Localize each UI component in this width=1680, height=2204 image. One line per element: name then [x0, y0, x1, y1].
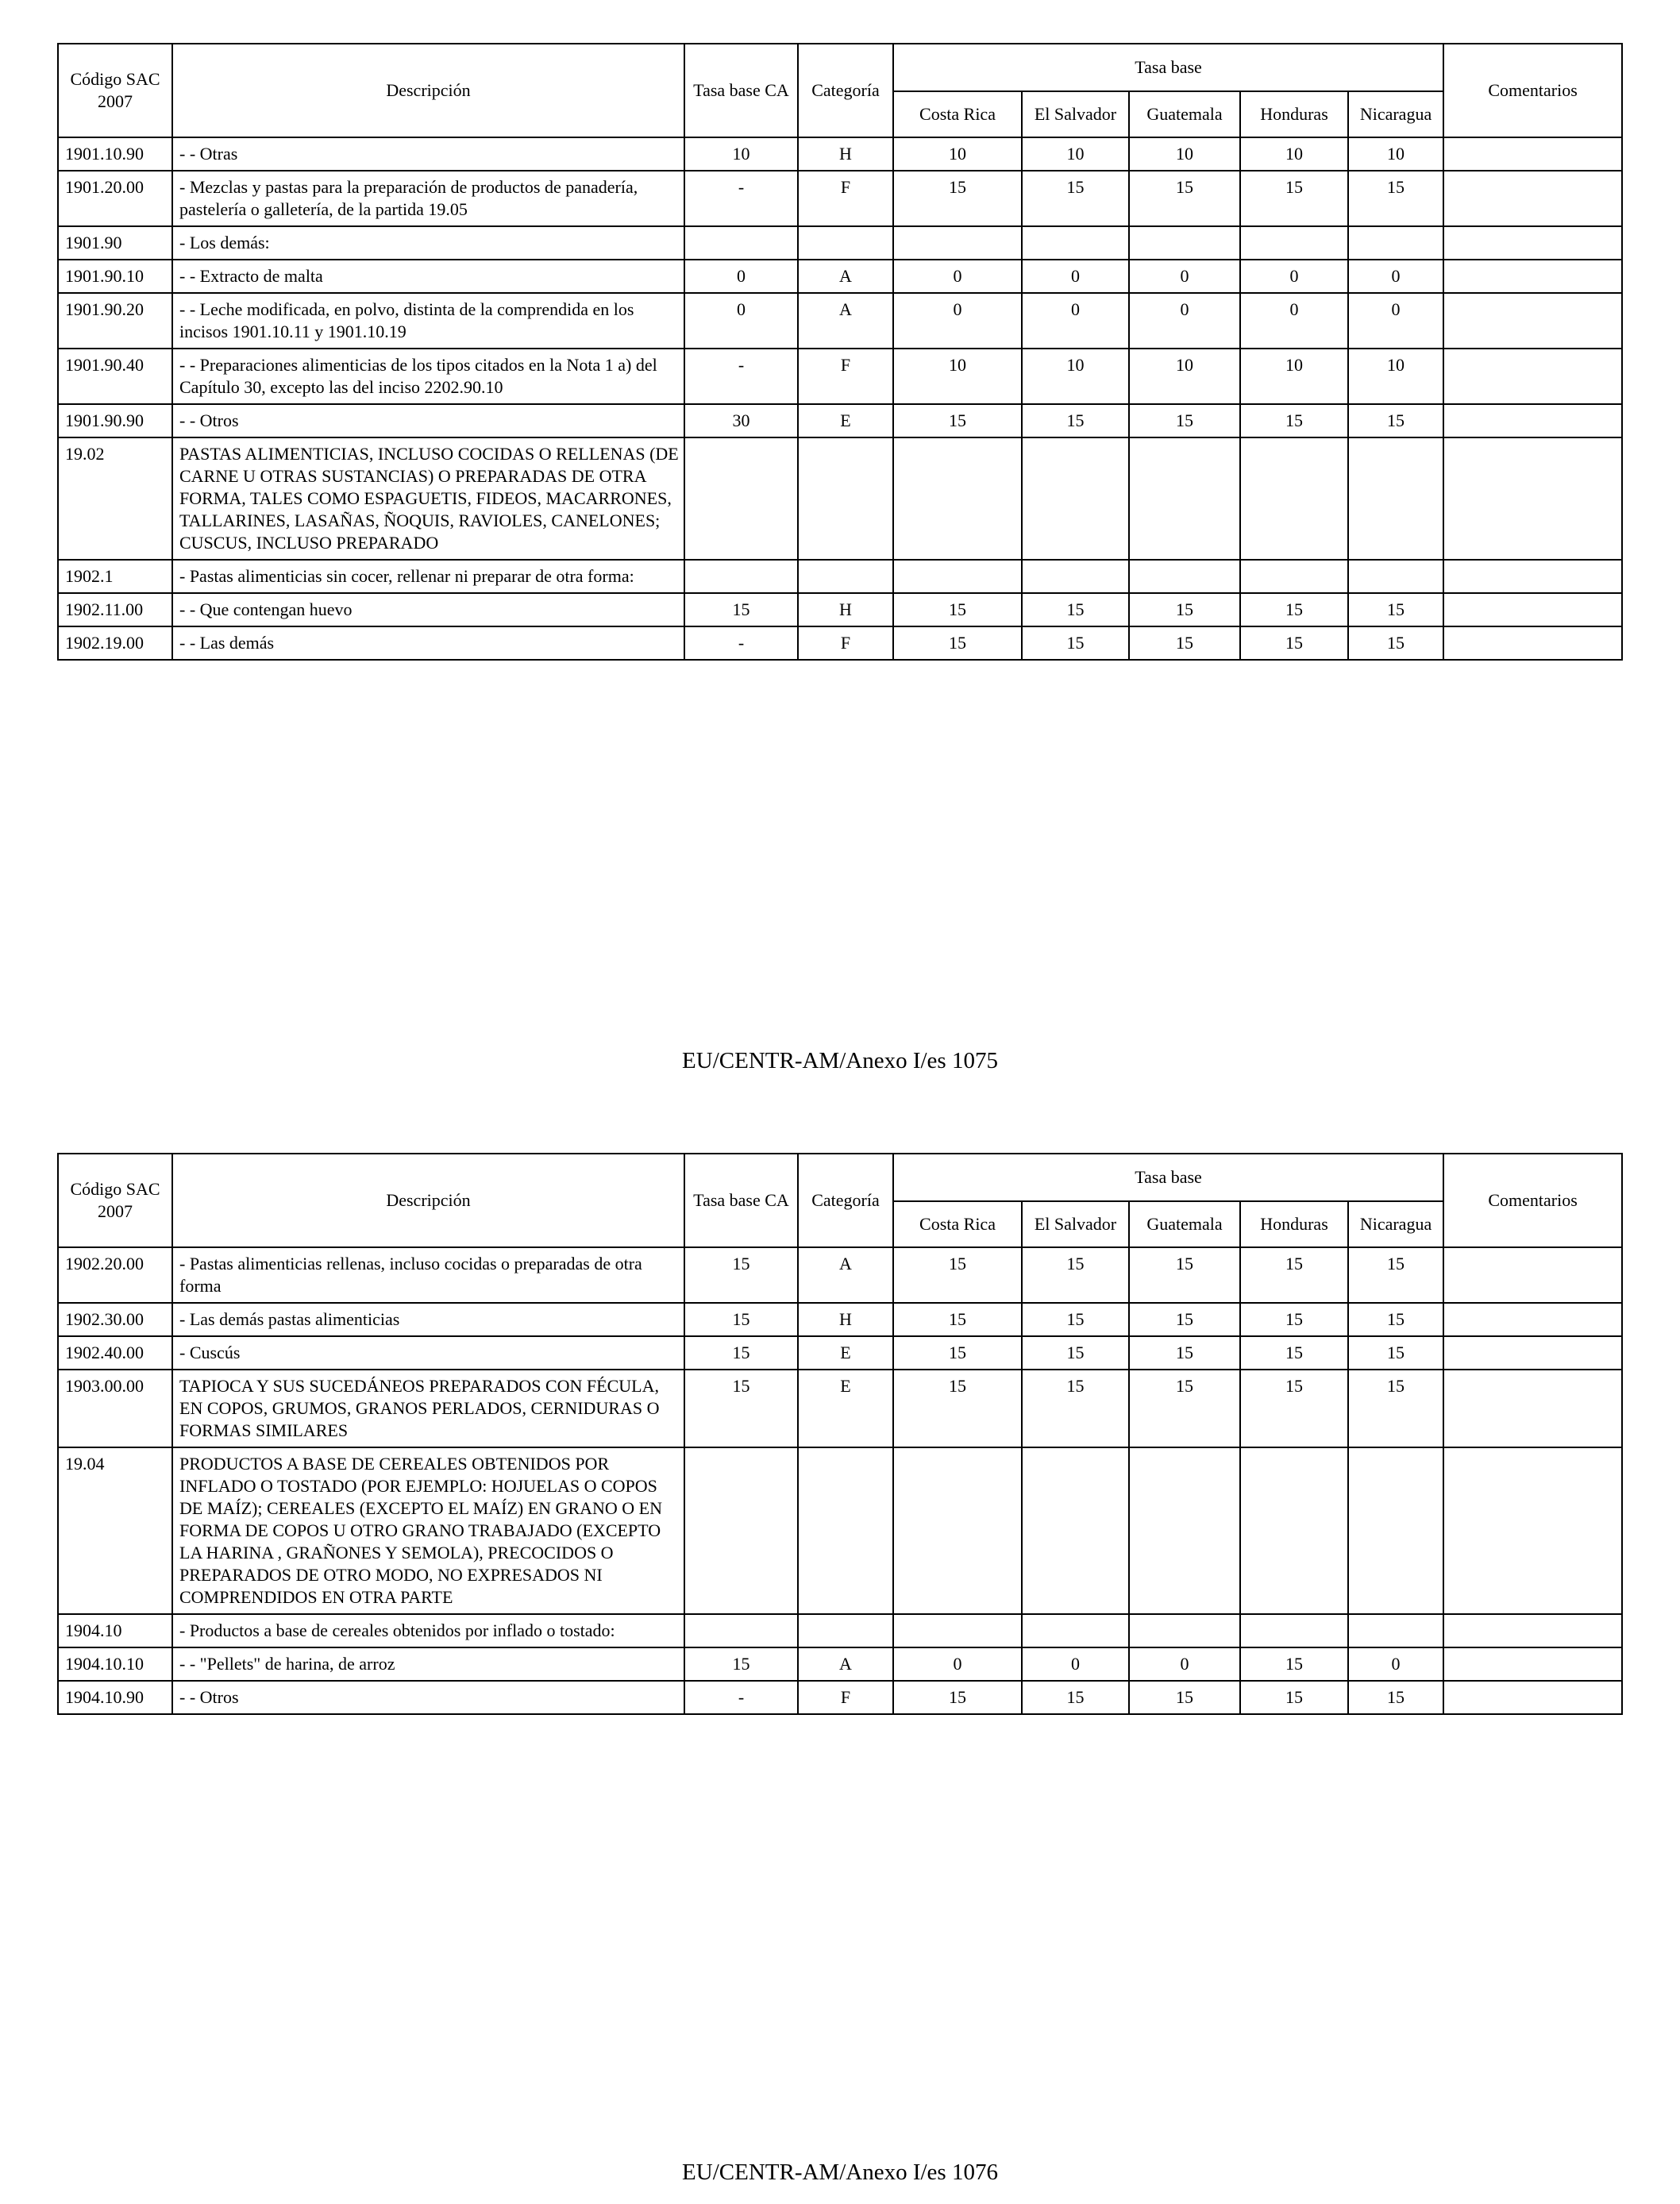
cell-el-salvador: 15: [1022, 404, 1129, 437]
cell-base-rate-ca: 15: [684, 1247, 798, 1303]
cell-comments: [1443, 1247, 1622, 1303]
cell-el-salvador: 15: [1022, 593, 1129, 626]
cell-category: [798, 560, 893, 593]
header-base-rate: Tasa base: [893, 44, 1443, 91]
cell-honduras: [1240, 226, 1348, 260]
table-row: [58, 437, 1622, 560]
cell-nicaragua: [1348, 1447, 1443, 1614]
table-row: [58, 404, 1622, 437]
cell-base-rate-ca: [684, 1447, 798, 1614]
cell-honduras: 0: [1240, 293, 1348, 349]
cell-comments: [1443, 226, 1622, 260]
cell-base-rate-ca: 10: [684, 137, 798, 171]
cell-description: - - Extracto de malta: [172, 260, 684, 293]
cell-el-salvador: 10: [1022, 349, 1129, 404]
cell-nicaragua: 15: [1348, 593, 1443, 626]
cell-category: A: [798, 293, 893, 349]
table-row: [58, 1247, 1622, 1303]
cell-description: - - Otras: [172, 137, 684, 171]
cell-code: 1904.10: [58, 1614, 172, 1647]
cell-honduras: [1240, 437, 1348, 560]
cell-guatemala: 15: [1129, 1336, 1240, 1370]
header-country-guatemala: Guatemala: [1129, 91, 1240, 137]
cell-el-salvador: [1022, 1614, 1129, 1647]
cell-honduras: 15: [1240, 1336, 1348, 1370]
table-row: [58, 171, 1622, 226]
cell-description: PASTAS ALIMENTICIAS, INCLUSO COCIDAS O RELLENAS (DE CARNE U OTRAS SUSTANCIAS) O PREPARADAS DE OTRA FORMA, TALES COMO ESPAGUETIS, FIDEOS, MACARRONES, TALLARINES, LASAÑAS, ÑOQUIS, RAVIOLES, CANELONES; CUSCUS, INCLUSO PREPARADO: [172, 437, 684, 560]
cell-guatemala: 15: [1129, 1681, 1240, 1714]
cell-comments: [1443, 1303, 1622, 1336]
table-row: [58, 1614, 1622, 1647]
cell-el-salvador: [1022, 437, 1129, 560]
cell-base-rate-ca: 0: [684, 293, 798, 349]
table-row: [58, 137, 1622, 171]
header-country-el-salvador: El Salvador: [1022, 1201, 1129, 1247]
cell-description: - Productos a base de cereales obtenidos por inflado o tostado:: [172, 1614, 684, 1647]
cell-honduras: [1240, 1614, 1348, 1647]
cell-base-rate-ca: 15: [684, 1647, 798, 1681]
cell-comments: [1443, 349, 1622, 404]
cell-description: - - Leche modificada, en polvo, distinta de la comprendida en los incisos 1901.10.11 y 1901.10.19: [172, 293, 684, 349]
cell-code: 19.04: [58, 1447, 172, 1614]
cell-category: [798, 1614, 893, 1647]
cell-description: TAPIOCA Y SUS SUCEDÁNEOS PREPARADOS CON FÉCULA, EN COPOS, GRUMOS, GRANOS PERLADOS, CERNIDURAS O FORMAS SIMILARES: [172, 1370, 684, 1447]
cell-el-salvador: 0: [1022, 260, 1129, 293]
cell-honduras: 15: [1240, 626, 1348, 660]
cell-el-salvador: 15: [1022, 1681, 1129, 1714]
cell-code: 1901.10.90: [58, 137, 172, 171]
cell-description: - Las demás pastas alimenticias: [172, 1303, 684, 1336]
cell-costa-rica: 15: [893, 1303, 1022, 1336]
cell-guatemala: [1129, 560, 1240, 593]
cell-guatemala: 10: [1129, 349, 1240, 404]
cell-comments: [1443, 593, 1622, 626]
header-country-costa-rica: Costa Rica: [893, 1201, 1022, 1247]
cell-category: [798, 226, 893, 260]
cell-honduras: 15: [1240, 593, 1348, 626]
cell-code: 1901.20.00: [58, 171, 172, 226]
cell-code: 1902.30.00: [58, 1303, 172, 1336]
cell-nicaragua: 0: [1348, 293, 1443, 349]
cell-description: - - Que contengan huevo: [172, 593, 684, 626]
cell-comments: [1443, 1447, 1622, 1614]
table-row: [58, 1647, 1622, 1681]
cell-comments: [1443, 171, 1622, 226]
cell-el-salvador: 15: [1022, 171, 1129, 226]
header-base-rate: Tasa base: [893, 1154, 1443, 1201]
cell-guatemala: 15: [1129, 1247, 1240, 1303]
cell-comments: [1443, 137, 1622, 171]
cell-description: - - Preparaciones alimenticias de los tipos citados en la Nota 1 a) del Capítulo 30, excepto las del inciso 2202.90.10: [172, 349, 684, 404]
cell-el-salvador: [1022, 226, 1129, 260]
cell-category: E: [798, 1370, 893, 1447]
cell-honduras: 15: [1240, 171, 1348, 226]
cell-honduras: 10: [1240, 349, 1348, 404]
tariff-table-2: [57, 1153, 1623, 1715]
table-row: [58, 1447, 1622, 1614]
cell-description: - - Las demás: [172, 626, 684, 660]
cell-guatemala: 0: [1129, 293, 1240, 349]
cell-el-salvador: 15: [1022, 1247, 1129, 1303]
header-country-honduras: Honduras: [1240, 1201, 1348, 1247]
table-row: [58, 226, 1622, 260]
cell-guatemala: [1129, 1614, 1240, 1647]
cell-category: E: [798, 404, 893, 437]
cell-guatemala: [1129, 437, 1240, 560]
cell-guatemala: 15: [1129, 171, 1240, 226]
cell-base-rate-ca: -: [684, 349, 798, 404]
cell-costa-rica: [893, 437, 1022, 560]
cell-category: E: [798, 1336, 893, 1370]
cell-honduras: 0: [1240, 260, 1348, 293]
cell-base-rate-ca: 15: [684, 1336, 798, 1370]
cell-comments: [1443, 1681, 1622, 1714]
cell-code: 1902.19.00: [58, 626, 172, 660]
cell-costa-rica: 0: [893, 293, 1022, 349]
table-row: [58, 1336, 1622, 1370]
cell-base-rate-ca: 0: [684, 260, 798, 293]
cell-code: 19.02: [58, 437, 172, 560]
cell-honduras: 15: [1240, 1247, 1348, 1303]
table-row: [58, 560, 1622, 593]
cell-nicaragua: 15: [1348, 171, 1443, 226]
cell-costa-rica: 10: [893, 137, 1022, 171]
cell-el-salvador: 0: [1022, 293, 1129, 349]
cell-honduras: 15: [1240, 1303, 1348, 1336]
cell-comments: [1443, 1336, 1622, 1370]
cell-base-rate-ca: [684, 560, 798, 593]
cell-el-salvador: [1022, 560, 1129, 593]
cell-costa-rica: [893, 1614, 1022, 1647]
cell-code: 1901.90.10: [58, 260, 172, 293]
header-description: Descripción: [172, 44, 684, 137]
cell-category: H: [798, 1303, 893, 1336]
cell-nicaragua: 10: [1348, 137, 1443, 171]
cell-base-rate-ca: [684, 437, 798, 560]
cell-category: H: [798, 593, 893, 626]
table-row: [58, 1681, 1622, 1714]
cell-category: F: [798, 1681, 893, 1714]
header-country-guatemala: Guatemala: [1129, 1201, 1240, 1247]
cell-description: - - Otros: [172, 1681, 684, 1714]
cell-code: 1904.10.90: [58, 1681, 172, 1714]
cell-honduras: 15: [1240, 1681, 1348, 1714]
cell-nicaragua: 15: [1348, 404, 1443, 437]
cell-comments: [1443, 404, 1622, 437]
cell-category: A: [798, 1647, 893, 1681]
cell-code: 1902.40.00: [58, 1336, 172, 1370]
table-row: [58, 1303, 1622, 1336]
cell-description: - - Otros: [172, 404, 684, 437]
cell-honduras: [1240, 1447, 1348, 1614]
cell-category: A: [798, 1247, 893, 1303]
header-code: Código SAC 2007: [58, 1154, 172, 1247]
table-body: [58, 1247, 1622, 1714]
cell-nicaragua: 15: [1348, 1247, 1443, 1303]
cell-category: H: [798, 137, 893, 171]
cell-nicaragua: 15: [1348, 1370, 1443, 1447]
cell-costa-rica: [893, 226, 1022, 260]
cell-code: 1901.90: [58, 226, 172, 260]
page-footer: EU/CENTR-AM/Anexo I/es 1075: [682, 1048, 998, 1073]
cell-category: F: [798, 349, 893, 404]
cell-honduras: 10: [1240, 137, 1348, 171]
table-row: [58, 626, 1622, 660]
cell-el-salvador: 15: [1022, 626, 1129, 660]
cell-description: PRODUCTOS A BASE DE CEREALES OBTENIDOS POR INFLADO O TOSTADO (POR EJEMPLO: HOJUELAS O COPOS DE MAÍZ); CEREALES (EXCEPTO EL MAÍZ) EN GRANO O EN FORMA DE COPOS U OTRO GRANO TRABAJADO (EXCEPTO LA HARINA , GRAÑONES Y SEMOLA), PRECOCIDOS O PREPARADOS DE OTRO MODO, NO EXPRESADOS NI COMPRENDIDOS EN OTRA PARTE: [172, 1447, 684, 1614]
cell-code: 1903.00.00: [58, 1370, 172, 1447]
table-row: [58, 593, 1622, 626]
cell-description: - Los demás:: [172, 226, 684, 260]
cell-description: - Mezclas y pastas para la preparación de productos de panadería, pastelería o galletería, de la partida 19.05: [172, 171, 684, 226]
cell-base-rate-ca: -: [684, 1681, 798, 1714]
cell-guatemala: 15: [1129, 1370, 1240, 1447]
cell-category: [798, 437, 893, 560]
cell-base-rate-ca: 30: [684, 404, 798, 437]
header-country-nicaragua: Nicaragua: [1348, 1201, 1443, 1247]
cell-guatemala: 10: [1129, 137, 1240, 171]
table-body: [58, 137, 1622, 660]
cell-category: A: [798, 260, 893, 293]
cell-costa-rica: 0: [893, 260, 1022, 293]
cell-comments: [1443, 626, 1622, 660]
header-category: Categoría: [798, 1154, 893, 1247]
cell-code: 1904.10.10: [58, 1647, 172, 1681]
cell-costa-rica: 15: [893, 1370, 1022, 1447]
header-country-honduras: Honduras: [1240, 91, 1348, 137]
cell-code: 1902.20.00: [58, 1247, 172, 1303]
header-category: Categoría: [798, 44, 893, 137]
cell-comments: [1443, 293, 1622, 349]
cell-costa-rica: 10: [893, 349, 1022, 404]
cell-comments: [1443, 1370, 1622, 1447]
cell-guatemala: [1129, 226, 1240, 260]
page-footer: EU/CENTR-AM/Anexo I/es 1076: [682, 2160, 998, 2185]
cell-costa-rica: [893, 560, 1022, 593]
header-code: Código SAC 2007: [58, 44, 172, 137]
header-base-rate-ca: Tasa base CA: [684, 44, 798, 137]
header-country-nicaragua: Nicaragua: [1348, 91, 1443, 137]
header-description: Descripción: [172, 1154, 684, 1247]
cell-nicaragua: 15: [1348, 626, 1443, 660]
cell-costa-rica: 15: [893, 171, 1022, 226]
cell-costa-rica: 15: [893, 1247, 1022, 1303]
cell-el-salvador: 15: [1022, 1370, 1129, 1447]
cell-guatemala: 15: [1129, 626, 1240, 660]
cell-el-salvador: 10: [1022, 137, 1129, 171]
cell-nicaragua: 15: [1348, 1336, 1443, 1370]
cell-base-rate-ca: [684, 1614, 798, 1647]
cell-nicaragua: 0: [1348, 1647, 1443, 1681]
cell-base-rate-ca: -: [684, 171, 798, 226]
cell-category: [798, 1447, 893, 1614]
cell-costa-rica: 15: [893, 404, 1022, 437]
cell-guatemala: 15: [1129, 404, 1240, 437]
cell-guatemala: 15: [1129, 593, 1240, 626]
cell-nicaragua: [1348, 226, 1443, 260]
cell-costa-rica: [893, 1447, 1022, 1614]
cell-nicaragua: [1348, 437, 1443, 560]
cell-code: 1901.90.90: [58, 404, 172, 437]
cell-honduras: [1240, 560, 1348, 593]
header-base-rate-ca: Tasa base CA: [684, 1154, 798, 1247]
cell-base-rate-ca: [684, 226, 798, 260]
cell-costa-rica: 15: [893, 593, 1022, 626]
cell-nicaragua: 15: [1348, 1303, 1443, 1336]
cell-nicaragua: [1348, 560, 1443, 593]
cell-nicaragua: 0: [1348, 260, 1443, 293]
cell-el-salvador: 15: [1022, 1336, 1129, 1370]
header-country-costa-rica: Costa Rica: [893, 91, 1022, 137]
cell-costa-rica: 15: [893, 1336, 1022, 1370]
tariff-table-1: [57, 43, 1623, 661]
cell-costa-rica: 15: [893, 626, 1022, 660]
cell-description: - Pastas alimenticias rellenas, incluso cocidas o preparadas de otra forma: [172, 1247, 684, 1303]
table-row: [58, 1370, 1622, 1447]
header-comments: Comentarios: [1443, 1154, 1622, 1247]
cell-category: F: [798, 171, 893, 226]
cell-comments: [1443, 260, 1622, 293]
cell-nicaragua: 15: [1348, 1681, 1443, 1714]
cell-el-salvador: [1022, 1447, 1129, 1614]
cell-guatemala: 15: [1129, 1303, 1240, 1336]
cell-description: - Pastas alimenticias sin cocer, rellenar ni preparar de otra forma:: [172, 560, 684, 593]
cell-comments: [1443, 1647, 1622, 1681]
cell-costa-rica: 15: [893, 1681, 1022, 1714]
cell-category: F: [798, 626, 893, 660]
header-country-el-salvador: El Salvador: [1022, 91, 1129, 137]
cell-code: 1902.1: [58, 560, 172, 593]
cell-base-rate-ca: 15: [684, 593, 798, 626]
cell-guatemala: 0: [1129, 260, 1240, 293]
cell-base-rate-ca: 15: [684, 1303, 798, 1336]
cell-base-rate-ca: 15: [684, 1370, 798, 1447]
cell-description: - - "Pellets" de harina, de arroz: [172, 1647, 684, 1681]
cell-honduras: 15: [1240, 1370, 1348, 1447]
table-row: [58, 293, 1622, 349]
table-row: [58, 260, 1622, 293]
cell-code: 1901.90.20: [58, 293, 172, 349]
cell-code: 1901.90.40: [58, 349, 172, 404]
cell-code: 1902.11.00: [58, 593, 172, 626]
cell-honduras: 15: [1240, 1647, 1348, 1681]
cell-el-salvador: 0: [1022, 1647, 1129, 1681]
table-row: [58, 349, 1622, 404]
cell-description: - Cuscús: [172, 1336, 684, 1370]
cell-honduras: 15: [1240, 404, 1348, 437]
cell-el-salvador: 15: [1022, 1303, 1129, 1336]
cell-comments: [1443, 437, 1622, 560]
cell-guatemala: [1129, 1447, 1240, 1614]
cell-comments: [1443, 1614, 1622, 1647]
cell-nicaragua: 10: [1348, 349, 1443, 404]
cell-costa-rica: 0: [893, 1647, 1022, 1681]
cell-nicaragua: [1348, 1614, 1443, 1647]
cell-comments: [1443, 560, 1622, 593]
cell-base-rate-ca: -: [684, 626, 798, 660]
cell-guatemala: 0: [1129, 1647, 1240, 1681]
header-comments: Comentarios: [1443, 44, 1622, 137]
